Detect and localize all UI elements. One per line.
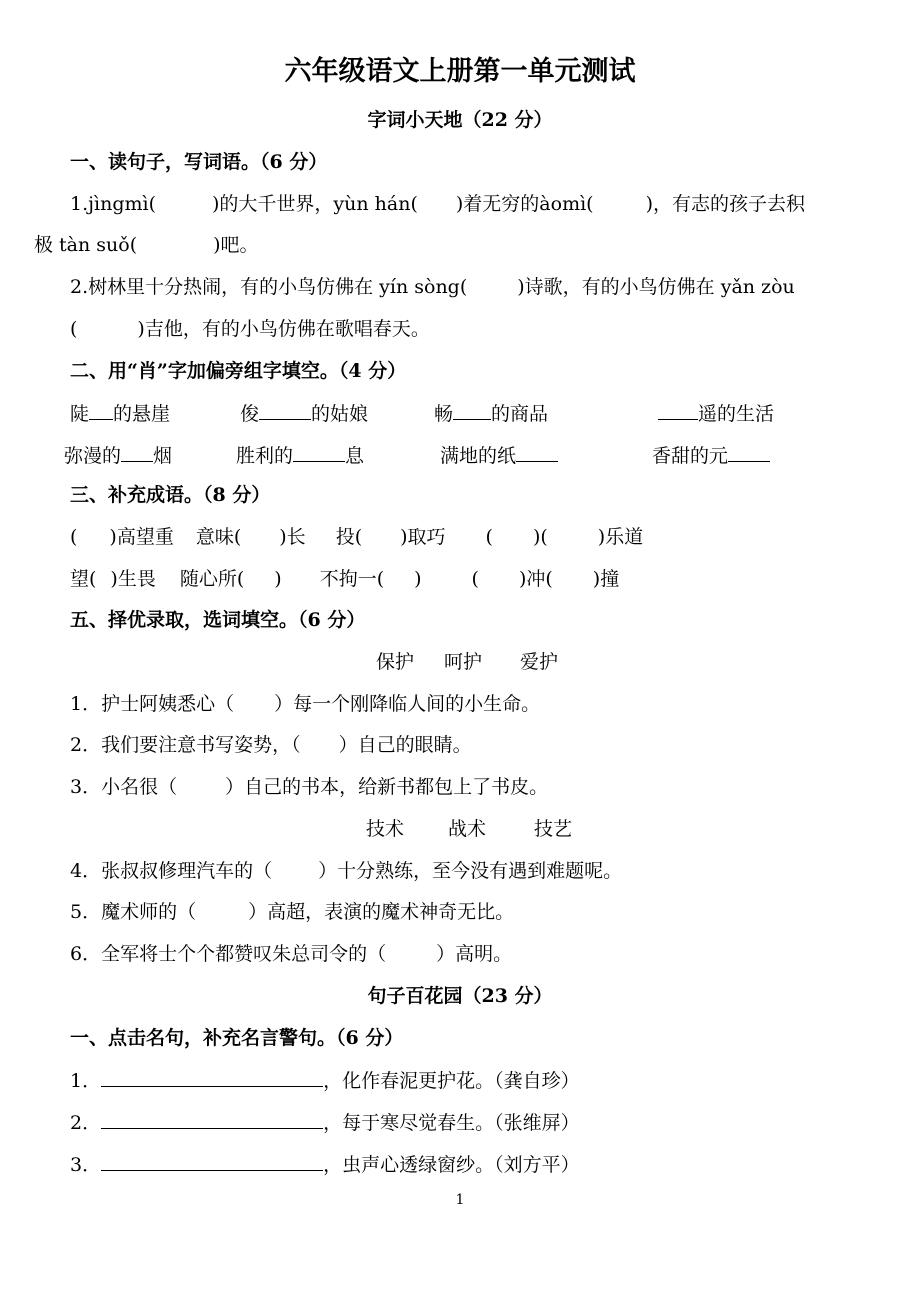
choice-sentence: 5．魔术师的（ ）高超，表演的魔术神奇无比。 [70, 901, 515, 923]
choice-sentence: 1．护士阿姨悉心（ ）每一个刚降临人间的小生命。 [70, 693, 541, 715]
question-1-sentence-2-cont [70, 317, 430, 341]
choice-sentence: 4．张叔叔修理汽车的（ ）十分熟练，至今没有遇到难题呢。 [70, 860, 623, 882]
word-choice: 战术 [448, 818, 487, 840]
answer-blank[interactable] [728, 442, 770, 462]
section-title-words: 字词小天地（22 分） [367, 109, 553, 131]
answer-blank[interactable] [101, 1151, 323, 1171]
question-1-sentence-1-cont [34, 233, 259, 257]
quote-item: 2． ，每于寒尽觉春生。（张维屏） [70, 1109, 580, 1135]
text-segment: )，有志的孩子去积 [645, 193, 805, 215]
page-title: 六年级语文上册第一单元测试 [284, 56, 636, 87]
fill-item: 满地的纸 [440, 442, 558, 468]
fill-item: 俊 的姑娘 [240, 400, 368, 426]
section-title-sentences: 句子百花园（23 分） [367, 985, 553, 1007]
text-segment: ( [70, 318, 78, 340]
text-segment: )吧。 [213, 234, 259, 256]
question-1-sentence-2 [70, 275, 795, 299]
word-choice: 技艺 [534, 818, 573, 840]
answer-blank[interactable] [453, 400, 491, 420]
answer-blank[interactable] [101, 1109, 323, 1129]
page-number: 1 [455, 1192, 465, 1208]
idiom-row-2: 望( )生畏 随心所( ) 不拘一( ) ( )冲( )撞 [70, 568, 620, 590]
choice-sentence: 6．全军将士个个都赞叹朱总司令的（ ）高明。 [70, 943, 513, 965]
fill-item: 香甜的元 [652, 442, 770, 468]
fill-item: 陡 的悬崖 [70, 400, 170, 426]
answer-blank[interactable] [658, 400, 698, 420]
idiom-row-1: ( )高望重 意味( )长 投( )取巧 ( )( )乐道 [70, 526, 644, 548]
word-choice: 技术 [366, 818, 405, 840]
word-choices-2 [366, 817, 572, 841]
text-segment: )诗歌，有的小鸟仿佛在 yǎn zòu [517, 276, 795, 298]
choice-sentence: 3．小名很（ ）自己的书本，给新书都包上了书皮。 [70, 776, 549, 798]
answer-blank[interactable] [121, 442, 153, 462]
question-heading-1: 一、读句子，写词语。（6 分） [70, 151, 328, 173]
text-segment: 2.树林里十分热闹，有的小鸟仿佛在 yín sòng( [70, 276, 468, 298]
question-heading-2: 二、用“肖”字加偏旁组字填空。（4 分） [70, 360, 407, 382]
word-choices-1 [376, 650, 558, 674]
fill-item: 遥的生活 [658, 400, 774, 426]
word-choice: 呵护 [444, 651, 483, 673]
text-segment: )的大千世界，yùn hán( [212, 193, 418, 215]
text-segment: )吉他，有的小鸟仿佛在歌唱春天。 [137, 318, 430, 340]
text-segment: 1.jìngmì( [70, 193, 157, 215]
quote-item: 1． ，化作春泥更护花。（龚自珍） [70, 1067, 580, 1093]
quote-item: 3． ，虫声心透绿窗纱。（刘方平） [70, 1151, 580, 1177]
answer-blank[interactable] [516, 442, 558, 462]
answer-blank[interactable] [89, 400, 113, 420]
question-heading-quotes: 一、点击名句，补充名言警句。（6 分） [70, 1027, 404, 1049]
text-segment: 极 tàn suǒ( [34, 234, 138, 256]
answer-blank[interactable] [101, 1067, 323, 1087]
fill-item: 畅 的商品 [434, 400, 548, 426]
answer-blank[interactable] [293, 442, 345, 462]
question-1-sentence-1 [70, 192, 805, 216]
answer-blank[interactable] [259, 400, 311, 420]
fill-item: 弥漫的 烟 [64, 442, 172, 468]
choice-sentence: 2．我们要注意书写姿势，（ ）自己的眼睛。 [70, 734, 472, 756]
word-choice: 爱护 [520, 651, 559, 673]
fill-item: 胜利的 息 [236, 442, 364, 468]
question-heading-3: 三、补充成语。（8 分） [70, 484, 271, 506]
text-segment: )着无穷的àomì( [455, 193, 594, 215]
question-heading-5: 五、择优录取，选词填空。（6 分） [70, 609, 366, 631]
word-choice: 保护 [376, 651, 415, 673]
